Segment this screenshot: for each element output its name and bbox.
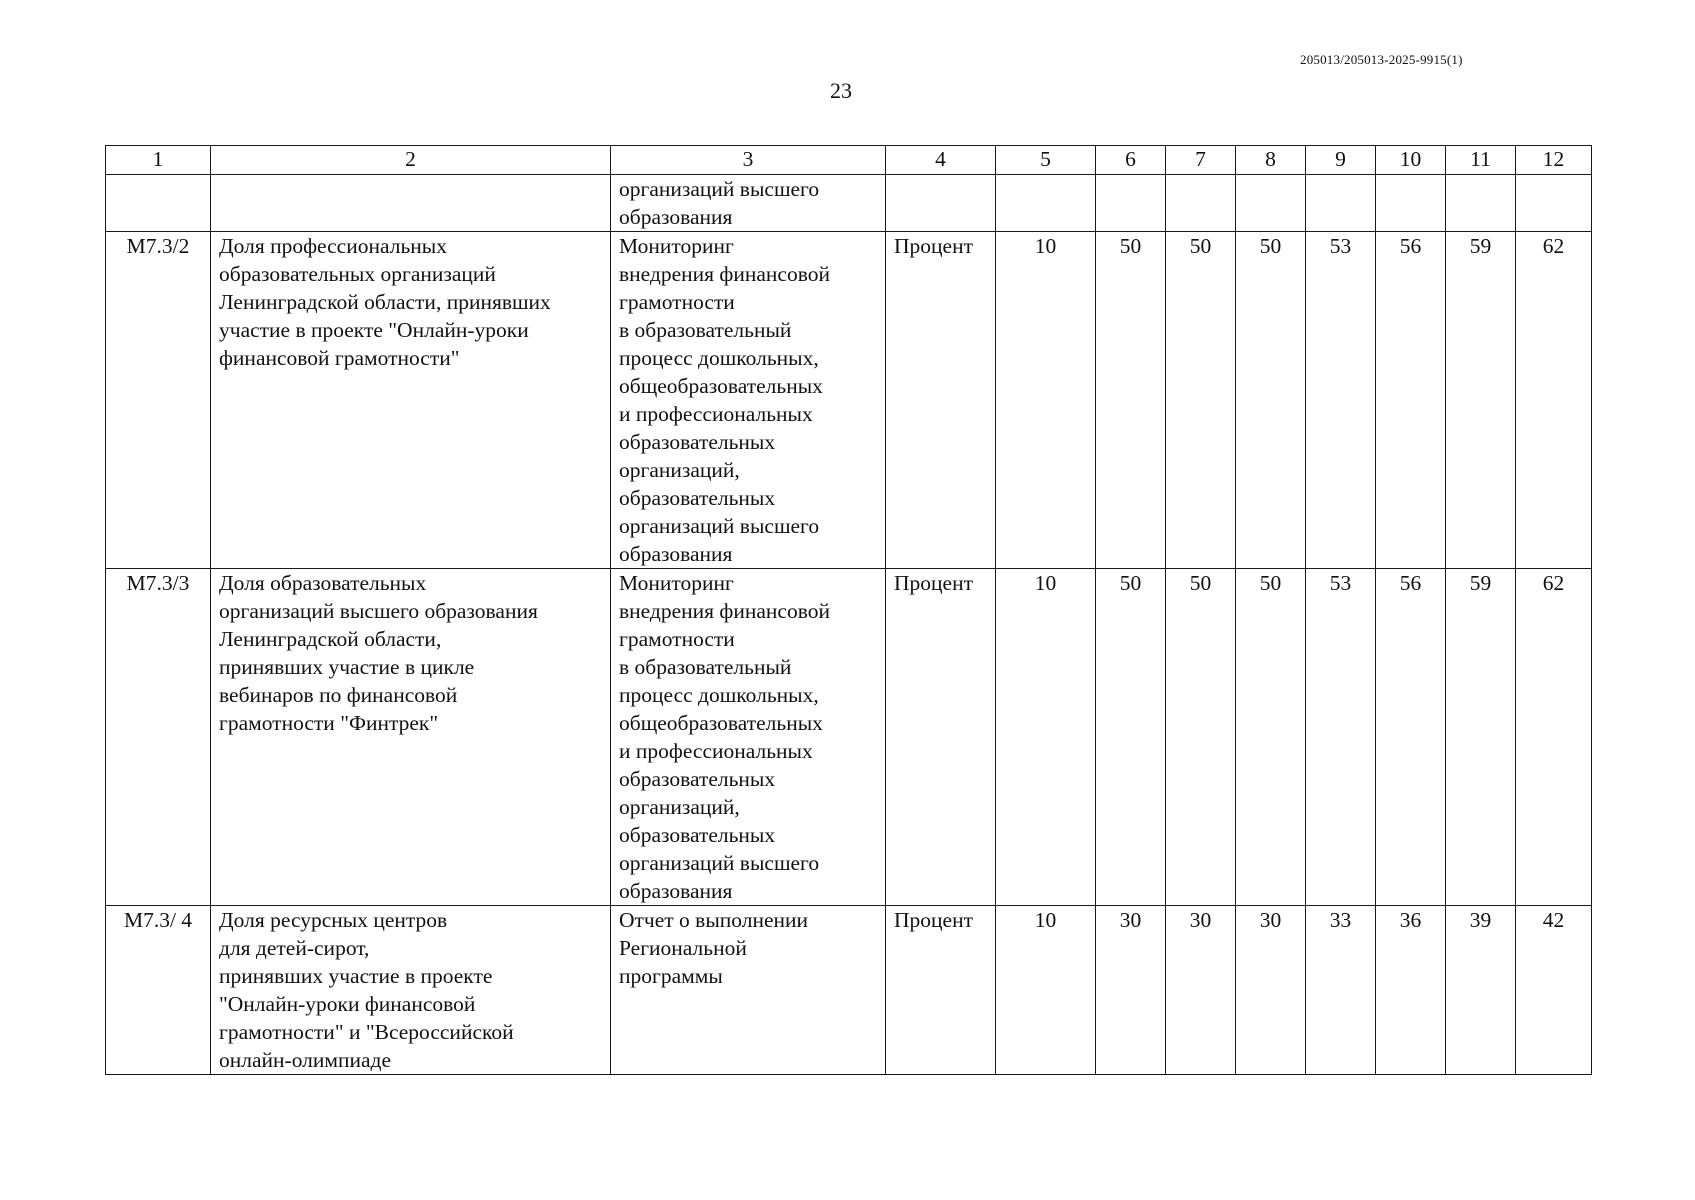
value-cell: 10 bbox=[996, 906, 1096, 1075]
cell-line: и профессиональных bbox=[619, 739, 813, 763]
indicator-code: М7.3/ 4 bbox=[106, 906, 211, 1075]
column-header: 7 bbox=[1166, 146, 1236, 175]
cell-line: грамотности "Финтрек" bbox=[219, 711, 439, 735]
value-cell: 59 bbox=[1446, 569, 1516, 906]
table-cell bbox=[1446, 175, 1516, 232]
value-cell: 59 bbox=[1446, 232, 1516, 569]
indicator-code: М7.3/2 bbox=[106, 232, 211, 569]
value-cell: 50 bbox=[1166, 569, 1236, 906]
value-cell: 62 bbox=[1516, 569, 1592, 906]
value-cell: 56 bbox=[1376, 569, 1446, 906]
cell-line: Мониторинг bbox=[619, 234, 734, 258]
cell-line: программы bbox=[619, 964, 723, 988]
cell-line: грамотности" и "Всероссийской bbox=[219, 1020, 514, 1044]
cell-line: Мониторинг bbox=[619, 571, 734, 595]
value-cell: 10 bbox=[996, 232, 1096, 569]
unit-cell: Процент bbox=[886, 232, 996, 569]
cell-line: общеобразовательных bbox=[619, 374, 823, 398]
cell-line: и профессиональных bbox=[619, 402, 813, 426]
data-source bbox=[611, 569, 886, 906]
cell-line: Ленинградской области, bbox=[219, 627, 442, 651]
cell-line: процесс дошкольных, bbox=[619, 683, 819, 707]
cell-line: грамотности bbox=[619, 290, 735, 314]
cell-line: в образовательный bbox=[619, 655, 792, 679]
indicator-name bbox=[211, 232, 611, 569]
page-number: 23 bbox=[830, 78, 852, 103]
value-cell: 36 bbox=[1376, 906, 1446, 1075]
column-header: 11 bbox=[1446, 146, 1516, 175]
cell-line: Региональной bbox=[619, 936, 747, 960]
cell-line: организаций, bbox=[619, 458, 740, 482]
column-header: 5 bbox=[996, 146, 1096, 175]
unit-cell: Процент bbox=[886, 569, 996, 906]
indicator-code: М7.3/3 bbox=[106, 569, 211, 906]
column-header: 3 bbox=[611, 146, 886, 175]
cell-line: процесс дошкольных, bbox=[619, 346, 819, 370]
cell-line: Доля профессиональных bbox=[219, 234, 447, 258]
cell-line: организаций, bbox=[619, 795, 740, 819]
column-header: 4 bbox=[886, 146, 996, 175]
data-source bbox=[611, 232, 886, 569]
indicator-name bbox=[211, 569, 611, 906]
cell-line: образовательных bbox=[619, 430, 776, 454]
table-cell bbox=[1166, 175, 1236, 232]
column-header: 8 bbox=[1236, 146, 1306, 175]
table-cell bbox=[996, 175, 1096, 232]
cell-line: внедрения финансовой bbox=[619, 262, 830, 286]
value-cell: 30 bbox=[1096, 906, 1166, 1075]
table-cell bbox=[1236, 175, 1306, 232]
table-cell bbox=[1096, 175, 1166, 232]
cell-line: принявших участие в проекте bbox=[219, 964, 493, 988]
value-cell: 50 bbox=[1236, 569, 1306, 906]
cell-line: вебинаров по финансовой bbox=[219, 683, 458, 707]
continuation-source-cell bbox=[611, 175, 886, 232]
cell-line: общеобразовательных bbox=[619, 711, 823, 735]
table-cell bbox=[886, 175, 996, 232]
cell-line: организаций высшего образования bbox=[219, 599, 538, 623]
indicators-table bbox=[105, 145, 1592, 1075]
cell-line: в образовательный bbox=[619, 318, 792, 342]
table-cell bbox=[1376, 175, 1446, 232]
value-cell: 50 bbox=[1096, 569, 1166, 906]
document-registration-code: 205013/205013-2025-9915(1) bbox=[1300, 52, 1463, 67]
value-cell: 53 bbox=[1306, 232, 1376, 569]
value-cell: 33 bbox=[1306, 906, 1376, 1075]
value-cell: 50 bbox=[1166, 232, 1236, 569]
continuation-row bbox=[106, 175, 1592, 232]
cell-line: онлайн-олимпиаде bbox=[219, 1048, 392, 1072]
value-cell: 53 bbox=[1306, 569, 1376, 906]
value-cell: 30 bbox=[1236, 906, 1306, 1075]
cell-line: организаций высшего bbox=[619, 851, 820, 875]
data-source bbox=[611, 906, 886, 1075]
cell-line: внедрения финансовой bbox=[619, 599, 830, 623]
cell-line: образовательных bbox=[619, 767, 776, 791]
cell-line: образования bbox=[619, 879, 733, 903]
cell-line: "Онлайн-уроки финансовой bbox=[219, 992, 476, 1016]
cell-line: Отчет о выполнении bbox=[619, 908, 809, 932]
value-cell: 42 bbox=[1516, 906, 1592, 1075]
column-header: 6 bbox=[1096, 146, 1166, 175]
cell-line: Доля ресурсных центров bbox=[219, 908, 448, 932]
value-cell: 50 bbox=[1096, 232, 1166, 569]
column-header: 1 bbox=[106, 146, 211, 175]
table-row bbox=[106, 906, 1592, 1075]
cell-line: образовательных bbox=[619, 486, 776, 510]
cell-line: принявших участие в цикле bbox=[219, 655, 475, 679]
table-cell bbox=[1516, 175, 1592, 232]
cell-line: для детей-сирот, bbox=[219, 936, 370, 960]
indicator-name bbox=[211, 906, 611, 1075]
column-header: 10 bbox=[1376, 146, 1446, 175]
cell-line: грамотности bbox=[619, 627, 735, 651]
column-number-row bbox=[106, 146, 1592, 175]
table-cell bbox=[1306, 175, 1376, 232]
table-cell bbox=[106, 175, 211, 232]
cell-line: участие в проекте "Онлайн-уроки bbox=[219, 318, 529, 342]
value-cell: 30 bbox=[1166, 906, 1236, 1075]
table-row bbox=[106, 569, 1592, 906]
cell-line: организаций высшего bbox=[619, 177, 820, 201]
table-row bbox=[106, 232, 1592, 569]
cell-line: образовательных bbox=[619, 823, 776, 847]
value-cell: 39 bbox=[1446, 906, 1516, 1075]
cell-line: Доля образовательных bbox=[219, 571, 427, 595]
cell-line: образования bbox=[619, 542, 733, 566]
column-header: 2 bbox=[211, 146, 611, 175]
column-header: 12 bbox=[1516, 146, 1592, 175]
cell-line: образовательных организаций bbox=[219, 262, 496, 286]
cell-line: Ленинградской области, принявших bbox=[219, 290, 551, 314]
cell-line: образования bbox=[619, 205, 733, 229]
cell-line: организаций высшего bbox=[619, 514, 820, 538]
unit-cell: Процент bbox=[886, 906, 996, 1075]
column-header: 9 bbox=[1306, 146, 1376, 175]
table-cell bbox=[211, 175, 611, 232]
cell-line: финансовой грамотности" bbox=[219, 346, 460, 370]
value-cell: 10 bbox=[996, 569, 1096, 906]
value-cell: 50 bbox=[1236, 232, 1306, 569]
value-cell: 56 bbox=[1376, 232, 1446, 569]
value-cell: 62 bbox=[1516, 232, 1592, 569]
